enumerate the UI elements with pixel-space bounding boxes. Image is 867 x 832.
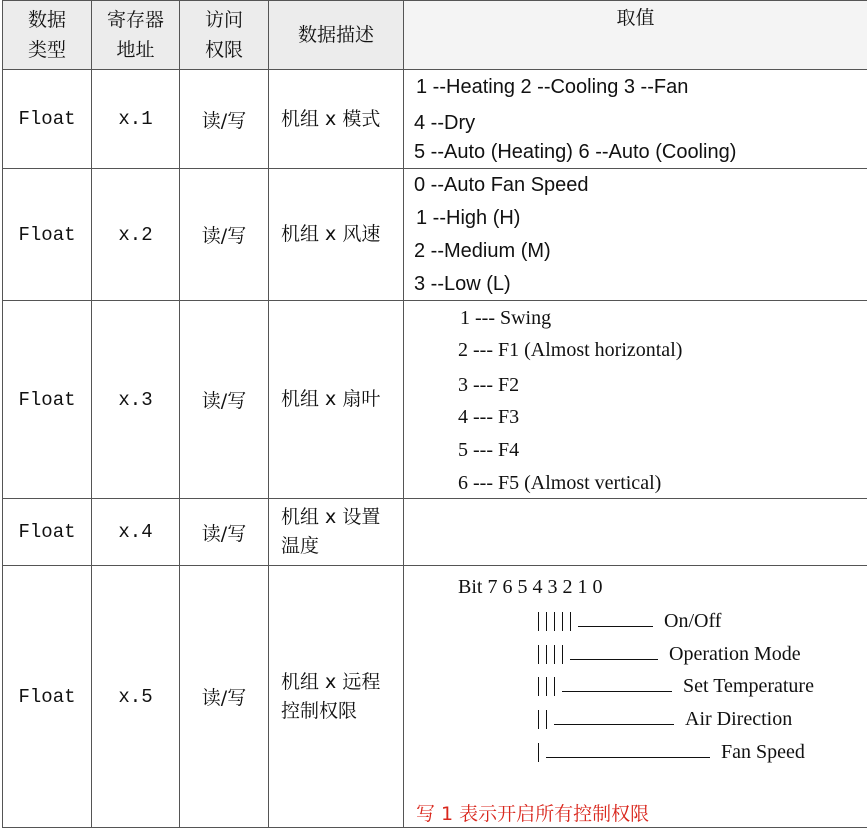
table-row <box>3 169 867 301</box>
description-cell: 机组 x 设置 温度 <box>269 499 404 566</box>
table-row <box>3 499 867 566</box>
access-cell: 读/写 <box>180 70 269 169</box>
data-type-cell: Float <box>3 499 92 566</box>
value-line: 1 --Heating 2 --Cooling 3 --Fan <box>416 76 689 98</box>
value-cell <box>404 301 867 499</box>
address-cell: x.3 <box>92 301 180 499</box>
bit-label: Air Direction <box>685 708 793 730</box>
control-note: 写 1 表示开启所有控制权限 <box>416 803 650 825</box>
description-cell: 机组 x 风速 <box>269 169 404 301</box>
value-line: 3 --Low (L) <box>414 273 511 295</box>
address-cell: x.2 <box>92 169 180 301</box>
value-cell <box>404 70 867 169</box>
access-cell: 读/写 <box>180 566 269 828</box>
bit-header: Bit 7 6 5 4 3 2 1 0 <box>458 576 603 598</box>
bit-line-set-temperature <box>538 673 814 698</box>
bit-label: Fan Speed <box>721 741 805 763</box>
description-cell: 机组 x 模式 <box>269 70 404 169</box>
bit-line-on-off <box>538 608 721 633</box>
value-line: 5 --Auto (Heating) 6 --Auto (Cooling) <box>414 141 737 163</box>
header-value: 取值 <box>404 1 867 70</box>
header-access: 访问 权限 <box>180 1 269 70</box>
header-register-address: 寄存器 地址 <box>92 1 180 70</box>
value-cell <box>404 499 867 566</box>
data-type-cell: Float <box>3 566 92 828</box>
table-row <box>3 566 867 828</box>
header-data-type: 数据 类型 <box>3 1 92 70</box>
access-cell: 读/写 <box>180 169 269 301</box>
bit-line-fan-speed <box>538 739 805 764</box>
value-line: 4 --Dry <box>414 112 476 134</box>
value-cell <box>404 566 867 828</box>
header-row <box>3 1 867 70</box>
data-type-cell: Float <box>3 70 92 169</box>
value-line: 0 --Auto Fan Speed <box>414 174 589 196</box>
value-line: 2 --- F1 (Almost horizontal) <box>458 339 683 361</box>
data-type-cell: Float <box>3 301 92 499</box>
bit-line-air-direction <box>538 706 792 731</box>
table-row <box>3 70 867 169</box>
table-row <box>3 301 867 499</box>
access-cell: 读/写 <box>180 499 269 566</box>
access-cell: 读/写 <box>180 301 269 499</box>
bit-label: Set Temperature <box>683 675 814 697</box>
bit-line-operation-mode <box>538 641 801 666</box>
description-cell: 机组 x 扇叶 <box>269 301 404 499</box>
description-cell: 机组 x 远程 控制权限 <box>269 566 404 828</box>
value-line: 4 --- F3 <box>458 406 520 428</box>
data-type-cell: Float <box>3 169 92 301</box>
value-line: 2 --Medium (M) <box>414 240 551 262</box>
value-cell <box>404 169 867 301</box>
value-line: 6 --- F5 (Almost vertical) <box>458 472 662 494</box>
value-line: 3 --- F2 <box>458 374 520 396</box>
register-table <box>2 0 867 828</box>
address-cell: x.1 <box>92 70 180 169</box>
value-line: 5 --- F4 <box>458 439 520 461</box>
bit-label: On/Off <box>664 610 722 632</box>
header-description: 数据描述 <box>269 1 404 70</box>
value-line: 1 --- Swing <box>460 307 552 329</box>
address-cell: x.5 <box>92 566 180 828</box>
address-cell: x.4 <box>92 499 180 566</box>
bit-label: Operation Mode <box>669 643 801 665</box>
value-line: 1 --High (H) <box>416 207 521 229</box>
